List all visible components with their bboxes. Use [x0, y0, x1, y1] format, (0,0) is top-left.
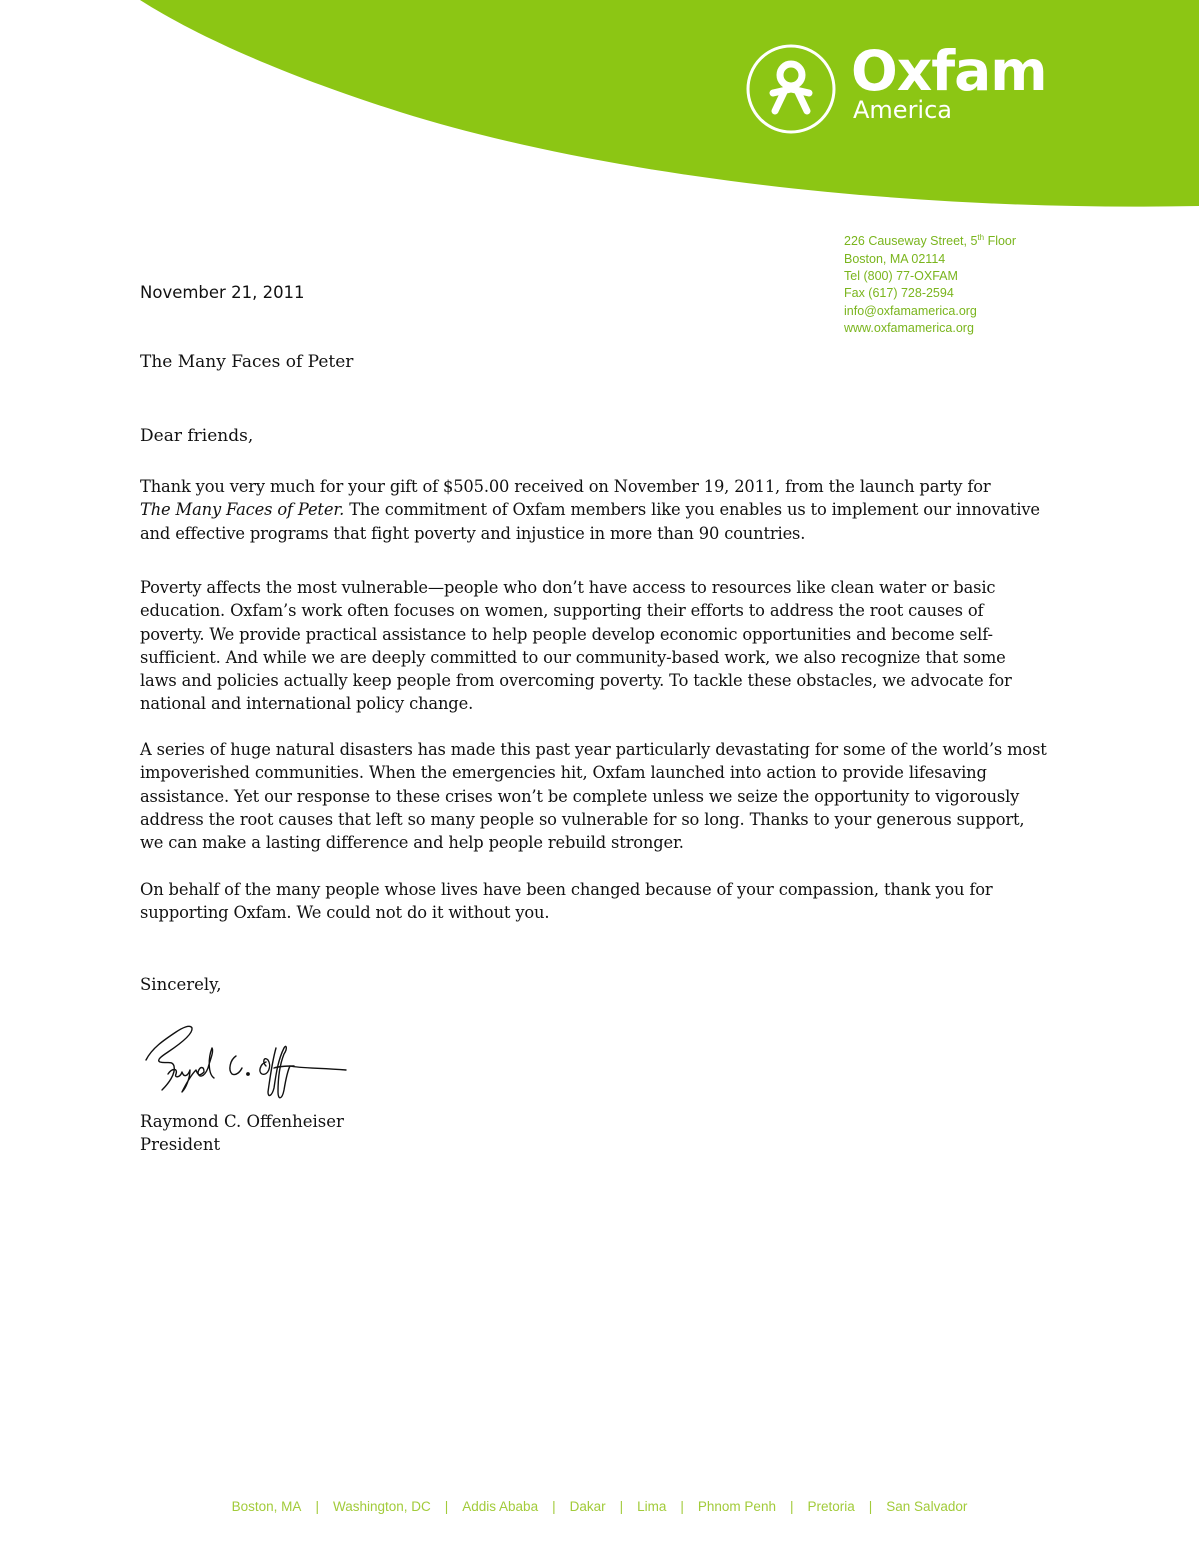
- paragraph-poverty: [140, 576, 1065, 716]
- brand-name: Oxfam: [851, 39, 1047, 103]
- signer-block: [140, 1111, 344, 1156]
- paragraph-line: supporting Oxfam. We could not do it without you.: [140, 903, 550, 923]
- footer-separator: |: [868, 1499, 873, 1514]
- footer-separator: |: [552, 1499, 556, 1514]
- oxfam-logo-icon: [745, 43, 837, 135]
- address-website: www.oxfamamerica.org: [844, 321, 974, 336]
- letter-date: November 21, 2011: [140, 283, 305, 302]
- letter-closing: Sincerely,: [140, 975, 222, 994]
- paragraph-line: and effective programs that fight poverty and injustice in more than 90 countries.: [140, 523, 806, 543]
- signature-image: [138, 1018, 353, 1103]
- footer-separator: |: [680, 1499, 684, 1514]
- paragraph-disasters: [140, 738, 1065, 854]
- footer-city: Pretoria: [807, 1499, 855, 1514]
- paragraph-thanks: [140, 475, 1065, 545]
- footer-office-cities: [0, 1499, 1199, 1514]
- paragraph-line: impoverished communities. When the emergencies hit, Oxfam launched into action to provide lifesaving: [140, 763, 987, 783]
- paragraph-line: education. Oxfam’s work often focuses on women, supporting their efforts to address the root causes of: [140, 601, 984, 621]
- oxfam-logo-text: [851, 39, 1047, 124]
- footer-city: Dakar: [569, 1499, 606, 1514]
- paragraph-line: laws and policies actually keep people from overcoming poverty. To tackle these obstacles, we advocate for: [140, 671, 1012, 691]
- address-city: Boston, MA 02114: [844, 251, 946, 266]
- footer-city: Lima: [637, 1499, 667, 1514]
- footer-city: Boston, MA: [231, 1499, 302, 1514]
- footer-city: Addis Ababa: [462, 1499, 539, 1514]
- footer-city: San Salvador: [886, 1499, 968, 1514]
- paragraph-line: we can make a lasting difference and help people rebuild stronger.: [140, 833, 684, 853]
- signer-title: President: [140, 1134, 221, 1154]
- paragraph-line: Thank you very much for your gift of $505.00 received on November 19, 2011, from the launch party for: [140, 477, 991, 496]
- address-fax: Fax (617) 728-2594: [844, 286, 954, 301]
- paragraph-line: national and international policy change.: [140, 694, 474, 714]
- paragraph-line: A series of huge natural disasters has made this past year particularly devastating for some of the world’s most: [140, 740, 1047, 759]
- address-tel: Tel (800) 77-OXFAM: [844, 268, 958, 283]
- footer-separator: |: [315, 1499, 319, 1514]
- footer-city: Washington, DC: [332, 1499, 431, 1514]
- brand-sub-name: America: [853, 96, 952, 124]
- paragraph-line: poverty. We provide practical assistance to help people develop economic opportunities and become self-: [140, 624, 993, 644]
- paragraph-line: address the root causes that left so many people so vulnerable for so long. Thanks to your generous support,: [140, 809, 1025, 829]
- event-title-italic: The Many Faces of Peter.: [140, 500, 345, 520]
- paragraph-line: The Many Faces of Peter. The commitment of Oxfam members like you enables us to implement our innovative: [140, 500, 1040, 520]
- paragraph-closing: [140, 878, 1065, 925]
- paragraph-line: assistance. Yet our response to these crises won’t be complete unless we seize the opportunity to vigorously: [140, 786, 1020, 806]
- address-street: 226 Causeway Street, 5th Floor: [844, 233, 1017, 249]
- footer-city: Phnom Penh: [697, 1499, 776, 1514]
- paragraph-line: On behalf of the many people whose lives have been changed because of your compassion, thank you for: [140, 880, 993, 899]
- footer-separator: |: [789, 1499, 794, 1514]
- paragraph-line: Poverty affects the most vulnerable—people who don’t have access to resources like clean water or basic: [140, 578, 996, 597]
- contact-address: [844, 229, 1016, 338]
- paragraph-line: sufficient. And while we are deeply committed to our community-based work, we also recognize that some: [140, 647, 1006, 667]
- letter-salutation: Dear friends,: [140, 426, 254, 446]
- footer-separator: |: [619, 1499, 624, 1514]
- footer-separator: |: [444, 1499, 449, 1514]
- signer-name: Raymond C. Offenheiser: [140, 1112, 344, 1131]
- letter-recipient: The Many Faces of Peter: [140, 352, 354, 372]
- address-email: info@oxfamamerica.org: [844, 303, 977, 318]
